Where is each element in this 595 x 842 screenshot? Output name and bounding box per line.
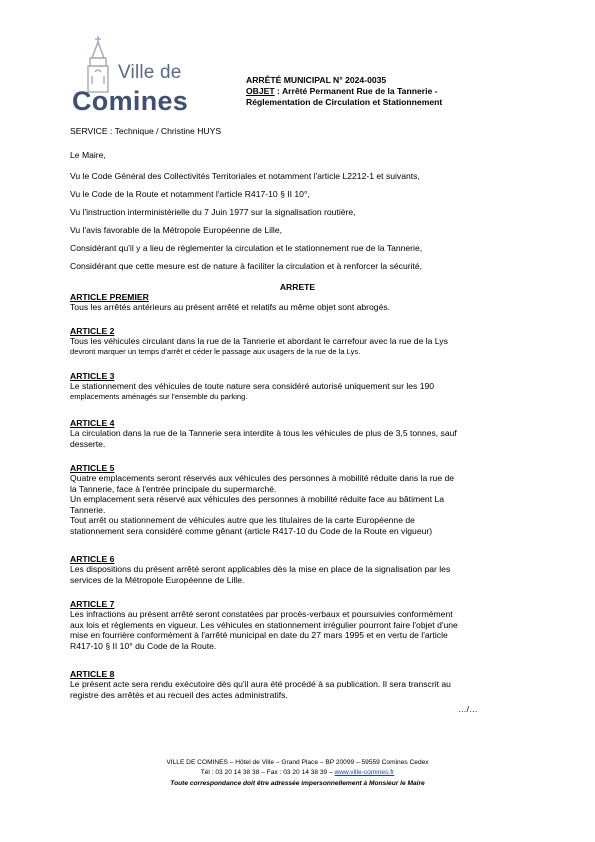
article-line: desserte. bbox=[70, 438, 106, 449]
le-maire: Le Maire, bbox=[70, 150, 106, 160]
article-title: ARTICLE 8 bbox=[70, 669, 115, 679]
article-body bbox=[70, 336, 525, 357]
objet-line bbox=[246, 86, 438, 97]
continuation-mark: …/… bbox=[458, 704, 478, 714]
article-line: Tous les véhicules circulant dans la rue de la Tannerie et abordant le carrefour avec la rue de la Lys bbox=[70, 336, 448, 346]
arrete-number: ARRÊTÉ MUNICIPAL N° 2024-0035 bbox=[246, 75, 387, 85]
church-tower-icon bbox=[88, 36, 108, 92]
article-body bbox=[70, 381, 525, 402]
article-line: La circulation dans la rue de la Tannerie sera interdite à tous les véhicules de plus de 3,5 tonnes, sauf bbox=[70, 428, 457, 438]
article-title: ARTICLE 3 bbox=[70, 371, 115, 381]
visa-3: Vu l'instruction interministérielle du 7 Juin 1977 sur la signalisation routière, bbox=[70, 207, 356, 217]
article-line: Le présent acte sera rendu exécutoire dès qu'il aura été procédé à sa publication. Il sera transcrit au bbox=[70, 679, 451, 689]
visa-4: Vu l'avis favorable de la Métropole Européenne de Lille, bbox=[70, 225, 283, 235]
article-line: mise en fourrière conformément à l'arrêté municipal en date du 27 mars 1995 et en vertu de l'article bbox=[70, 630, 448, 641]
article-body bbox=[70, 302, 525, 313]
visa-5: Considérant qu'il y a lieu de réglementer la circulation et le stationnement rue de la Tannerie, bbox=[70, 243, 423, 253]
objet-text: : Arrêté Permanent Rue de la Tannerie - bbox=[274, 86, 438, 96]
article-line: services de la Métropole Européenne de Lille. bbox=[70, 574, 245, 585]
article-title: ARTICLE PREMIER bbox=[70, 292, 149, 302]
article-title: ARTICLE 7 bbox=[70, 599, 115, 609]
article-line: Les infractions au présent arrêté seront constatées par procès-verbaux et poursuivies conformément bbox=[70, 609, 453, 619]
footer-phone-fax: Tél : 03 20 14 38 38 – Fax : 03 20 14 38 39 – bbox=[200, 769, 335, 776]
article-line: Un emplacement sera réservé aux véhicules des personnes à mobilité réduite face au bâtiment La bbox=[70, 494, 445, 505]
article-line: R417-10 § II 10° du Code de la Route. bbox=[70, 640, 217, 651]
article-line: registre des arrêtés et au recueil des actes administratifs. bbox=[70, 689, 288, 700]
article-title: ARTICLE 4 bbox=[70, 418, 115, 428]
website-link[interactable]: www.ville-comines.fr bbox=[334, 769, 395, 776]
visa-2: Vu le Code de la Route et notamment l'article R417-10 § II 10°, bbox=[70, 189, 310, 199]
service-line: SERVICE : Technique / Christine HUYS bbox=[70, 126, 222, 136]
visa-1: Vu le Code Général des Collectivités Territoriales et notamment l'article L2212-1 et suivants, bbox=[70, 171, 420, 181]
article-line: Tous les arrêtés antérieurs au présent arrêté et relatifs au même objet sont abrogés. bbox=[70, 302, 391, 312]
visa-6: Considérant que cette mesure est de nature à faciliter la circulation et à renforcer la sécurité, bbox=[70, 261, 423, 271]
article-line: Quatre emplacements seront réservés aux véhicules des personnes à mobilité réduite dans la rue de bbox=[70, 473, 455, 483]
article-line: emplacements aménagés sur l'ensemble du parking. bbox=[70, 391, 248, 401]
logo-comines: Comines bbox=[72, 86, 189, 116]
footer-address: VILLE DE COMINES – Hôtel de Ville – Grand Place – BP 20099 – 59559 Comines Cedex bbox=[166, 759, 429, 766]
article-line: Les dispositions du présent arrêté seront applicables dès la mise en place de la signalisation par les bbox=[70, 564, 451, 574]
article-body bbox=[70, 564, 525, 585]
article-line: la Tannerie, face à l'entrée principale du supermarché. bbox=[70, 483, 277, 494]
article-body bbox=[70, 679, 525, 700]
article-title: ARTICLE 6 bbox=[70, 554, 115, 564]
article-line: aux lois et règlements en vigueur. Les véhicules en stationnement irrégulier pourront faire l'objet d'une bbox=[70, 619, 458, 630]
article-title: ARTICLE 2 bbox=[70, 326, 115, 336]
article-body bbox=[70, 428, 525, 449]
objet-label: OBJET bbox=[246, 86, 275, 96]
article-line: Tannerie. bbox=[70, 504, 106, 515]
footer-notice: Toute correspondance doit être adressée impersonnellement à Monsieur le Maire bbox=[170, 780, 425, 787]
article-title: ARTICLE 5 bbox=[70, 463, 115, 473]
article-body bbox=[70, 609, 525, 651]
article-line: Le stationnement des véhicules de toute nature sera considéré autorisé uniquement sur les 190 bbox=[70, 381, 435, 391]
article-line: devront marquer un temps d'arrêt et céder le passage aux usagers de la rue de la Lys. bbox=[70, 346, 361, 356]
objet-line-2: Réglementation de Circulation et Stationnement bbox=[246, 97, 443, 107]
arrete-title: ARRETE bbox=[279, 282, 316, 292]
article-line: Tout arrêt ou stationnement de véhicules autre que les titulaires de la carte Européenne de bbox=[70, 515, 415, 526]
logo-ville-de: Ville de bbox=[118, 62, 182, 83]
article-body bbox=[70, 473, 525, 537]
article-line: stationnement sera considéré comme gênant (article R417-10 du Code de la Route en vigueur) bbox=[70, 525, 433, 536]
footer-contact bbox=[0, 768, 595, 778]
